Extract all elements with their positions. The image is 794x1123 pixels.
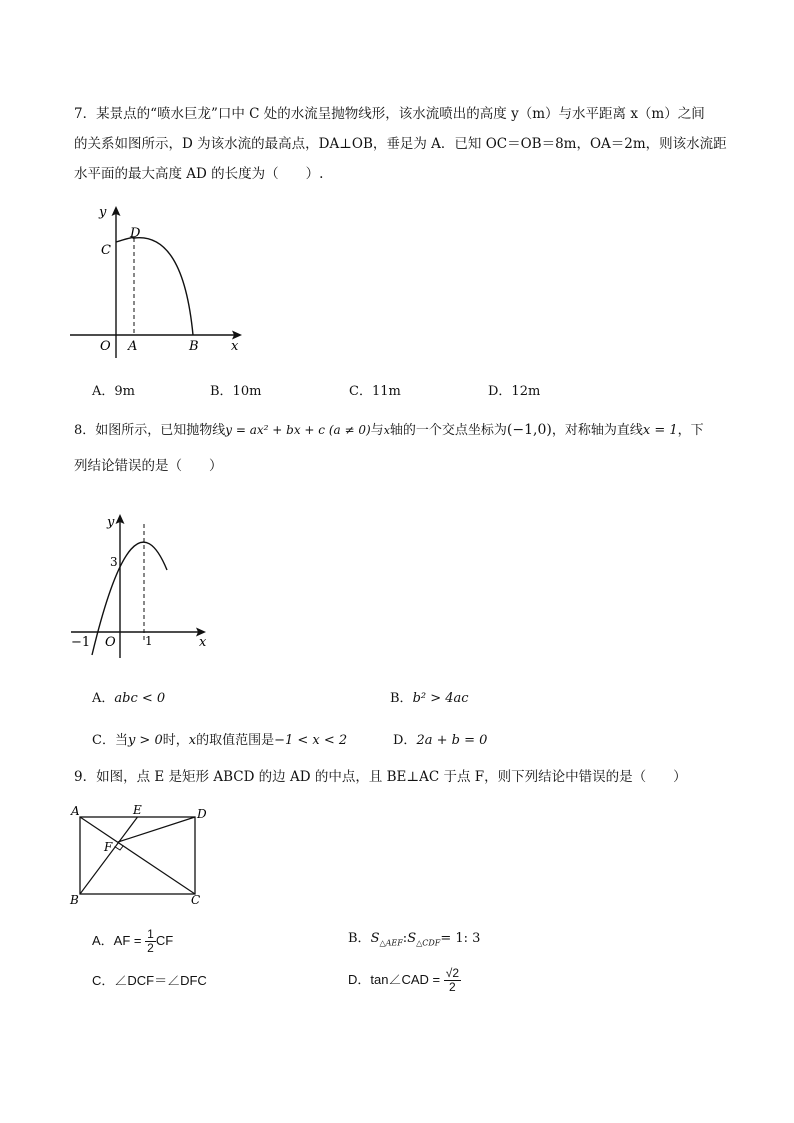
q8-parabola-figure [68,510,218,660]
q9-option-a-denominator: 2 [147,941,154,955]
q8-option-c-cond: y > 0 [127,733,163,748]
q8-label-O: O [105,635,116,650]
q8-line1-mid3: ，对称轴为直线 [551,423,643,438]
q9-option-b-s2-sub: △CDF [416,938,441,948]
q8-label-y: y [107,515,115,530]
q8-text-line1 [74,421,704,440]
q8-option-b [390,690,469,708]
q8-option-a-expr: abc < 0 [114,691,166,706]
q9-text-line1: 9．如图，点 E 是矩形 ABCD 的边 AD 的中点，且 BE⊥AC 于点 F，则下列结论中错误的是（ ） [74,769,687,785]
q9-option-d [348,967,461,994]
q7-text-line3: 水平面的最大高度 AD 的长度为（ ）. [74,166,324,182]
q8-option-c-label: C．当 [92,733,128,748]
q7-option-a: A．9m [92,384,135,399]
q8-option-c-text: 的取值范围是 [196,733,275,748]
q8-option-c-mid: 时， [162,733,189,748]
q9-rectangle-figure [66,800,216,910]
q8-label-3: 3 [110,555,118,569]
q9-label-C: C [191,893,201,907]
q9-label-E: E [133,803,142,817]
q8-option-c [92,732,347,750]
q9-option-b-s1: S [370,931,380,946]
q8-symmetry-axis: x = 1 [642,423,678,438]
q9-label-F: F [104,840,113,854]
q9-option-b-s1-sub: △AEF [379,938,403,948]
q8-line1-prefix: 8．如图所示，已知抛物线 [74,423,226,438]
q9-option-b-colon: : [402,931,408,946]
q9-option-b-ratio: = 1: 3 [440,931,481,946]
q9-diagonal-AC [80,817,195,894]
q7-parabola-figure [66,198,256,363]
q7-text-line1: 7．某景点的“喷水巨龙”口中 C 处的水流呈抛物线形，该水流喷出的高度 y（m）与水平距离 x（m）之间 [74,106,705,122]
q8-option-c-var: x [188,733,197,748]
q7-label-x: x [231,339,239,354]
q7-label-B: B [189,339,199,354]
q9-option-a-left: AF = [113,932,142,948]
q7-label-C: C [101,243,111,258]
q7-option-b: B．10m [210,384,262,399]
q9-option-a-right: CF [155,932,174,948]
q7-label-A: A [128,339,138,354]
q9-segment-BE [80,817,138,894]
q9-label-B: B [70,893,79,907]
q9-option-b-s2: S [407,931,417,946]
q7-option-d: D．12m [488,384,541,399]
q8-label-1: 1 [145,634,153,648]
q9-option-d-left: tan∠CAD = [370,971,441,987]
q9-label-A: A [71,804,80,818]
q9-option-a [92,928,173,955]
q9-segment-FD [118,817,195,842]
q8-label-neg-1: −1 [71,635,91,650]
q8-line1-mid2: 轴的一个交点坐标为 [389,423,507,438]
q7-option-c: C．11m [349,384,401,399]
q9-option-a-fraction [145,928,156,955]
q9-option-b [348,930,480,953]
q8-label-x: x [199,635,207,650]
q9-option-b-label: B． [348,931,371,946]
q7-label-y: y [99,205,107,220]
q8-option-b-label: B． [390,691,413,706]
q8-line1-end: ，下 [677,423,704,438]
q8-option-a [92,690,165,708]
q7-parabola-curve [116,237,193,335]
q8-option-b-expr: b² > 4ac [412,691,469,706]
q9-option-d-fraction [444,967,461,994]
q8-option-c-range: −1 < x < 2 [274,733,348,748]
q7-label-O: O [100,339,111,354]
q9-option-c: C．∠DCF＝∠DFC [92,973,207,988]
q8-option-a-label: A． [92,691,115,706]
q7-text-line2: 的关系如图所示，D 为该水流的最高点，DA⊥OB，垂足为 A．已知 OC＝OB＝8m，OA＝2m，则该水流距 [74,136,727,152]
q9-option-a-numerator: 1 [147,927,154,941]
q9-option-d-numerator: √2 [445,966,460,980]
q9-option-a-label: A． [92,932,114,948]
q9-option-d-label: D． [348,971,371,987]
q8-x-axis-var: x [383,424,390,437]
q8-line1-mid: 与 [370,423,384,438]
q7-label-D: D [130,226,141,241]
q8-equation-parabola: y = ax² + bx + c (a ≠ 0) [225,423,371,437]
q8-option-d-label: D． [393,733,417,748]
q8-option-d [393,732,487,750]
q9-label-D: D [197,807,207,821]
q8-parabola-curve [92,542,167,655]
q8-text-line2: 列结论错误的是（ ） [74,458,223,474]
q8-point: (−1,0) [506,422,552,438]
q8-option-d-expr: 2a + b = 0 [416,733,488,748]
q9-option-d-denominator: 2 [449,980,456,994]
